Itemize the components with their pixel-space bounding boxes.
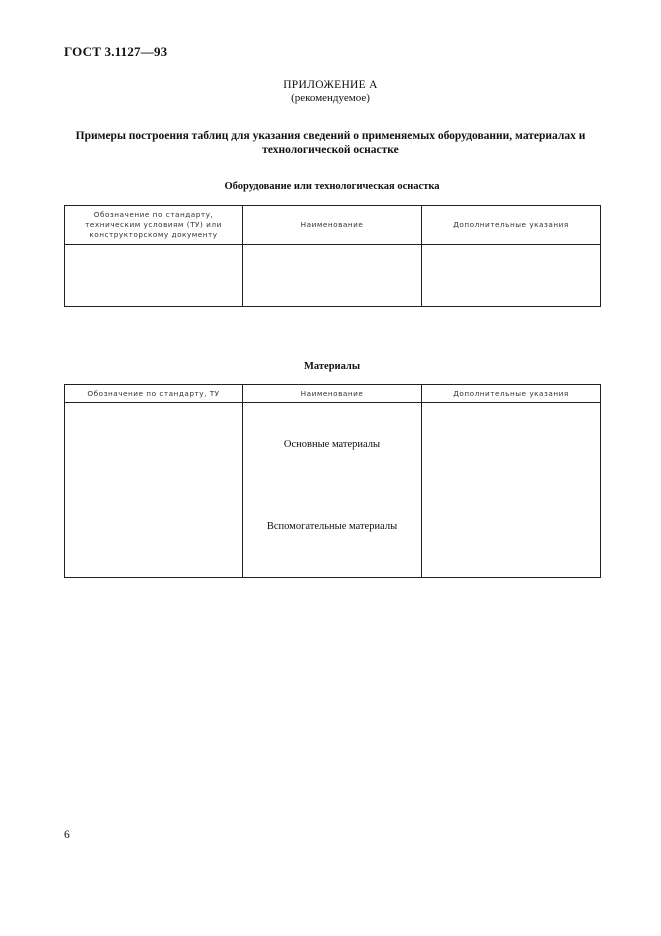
annex-title: ПРИЛОЖЕНИЕ А [283,79,378,91]
auxiliary-materials-label: Вспомогательные материалы [266,521,398,532]
column-header-name: Наименование [243,385,422,403]
document-code: ГОСТ 3.1127—93 [64,44,168,59]
table-cell [422,245,601,307]
equipment-table [64,205,601,307]
table-cell [243,245,422,307]
table-cell [65,245,243,307]
table-cell [422,403,601,578]
table-cell-name [243,403,422,578]
table-cell [65,403,243,578]
table-header-row [65,385,601,403]
table-header-row [65,206,601,245]
column-header-designation: Обозначение по стандарту, ТУ [65,385,243,403]
main-heading-line-2: технологической оснастке [262,144,399,156]
equipment-table-caption: Оборудование или технологическая оснастка [224,181,440,192]
materials-table-caption: Материалы [303,361,361,372]
main-heading-line-1: Примеры построения таблиц для указания сведений о применяемых оборудовании, материалах и [75,130,586,142]
column-header-name: Наименование [243,206,422,245]
main-materials-label: Основные материалы [283,439,381,450]
main-heading [60,129,601,157]
page-number: 6 [64,829,70,841]
table-row [65,245,601,307]
table-row [65,403,601,578]
column-header-notes: Дополнительные указания [422,385,601,403]
annex-subtitle: (рекомендуемое) [291,92,370,104]
column-header-designation: Обозначение по стандарту, техническим условиям (ТУ) или конструкторскому документу [65,206,243,245]
materials-table [64,384,601,578]
column-header-notes: Дополнительные указания [422,206,601,245]
